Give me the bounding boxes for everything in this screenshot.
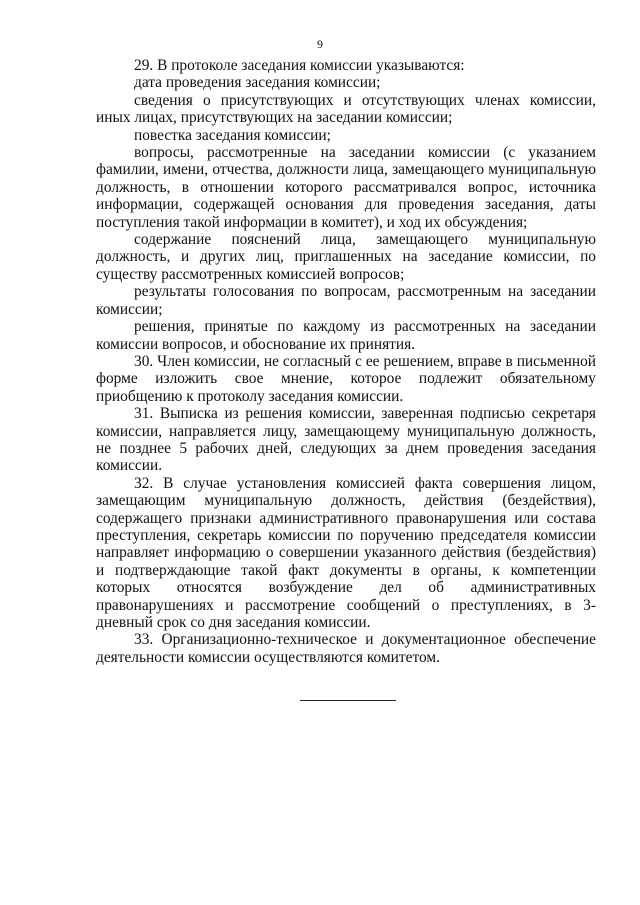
paragraph-29-attendance: сведения о присутствующих и отсутствующих членах комиссии, иных лицах, присутствующих на заседании комиссии;	[96, 91, 596, 127]
paragraph-31: 31. Выписка из решения комиссии, заверенная подписью секретаря комиссии, направляется лицу, замещающему муниципальную должность, не позднее 5 рабочих дней, следующих за днем проведения заседания комиссии.	[96, 405, 596, 475]
paragraph-29-voting: результаты голосования по вопросам, рассмотренным на заседании комиссии;	[96, 283, 596, 318]
document-body	[96, 57, 596, 666]
paragraph-29-explanations: содержание пояснений лица, замещающего муниципальную должность, и других лиц, приглашенных на заседание комиссии, по существу рассмотренных комиссией вопросов;	[96, 231, 596, 283]
paragraph-32: 32. В случае установления комиссией факта совершения лицом, замещающим муниципальную должность, действия (бездействия), содержащего признаки административного правонарушения или состава преступления, секретарь комиссии по поручению председателя комиссии направляет информацию о совершении указанного действия (бездействия) и подтверждающие такой факт документы в органы, к компетенции которых относятся возбуждение дел об административных правонарушениях и рассмотрение сообщений о преступлениях, в 3-дневный срок со дня заседания комиссии.	[96, 474, 596, 631]
paragraph-29-decisions: решения, принятые по каждому из рассмотренных на заседании комиссии вопросов, и обоснование их принятия.	[96, 318, 596, 353]
paragraph-29-agenda: повестка заседания комиссии;	[134, 126, 331, 144]
paragraph-29-intro: 29. В протоколе заседания комиссии указываются:	[134, 57, 465, 74]
page-number: 9	[317, 37, 323, 51]
end-separator-line	[300, 700, 396, 701]
paragraph-29-date: дата проведения заседания комиссии;	[134, 74, 381, 92]
paragraph-29-questions: вопросы, рассмотренные на заседании комиссии (с указанием фамилии, имени, отчества, должности лица, замещающего муниципальную должность, в отношении которого рассматривался вопрос, источника информации, содержащей основания для проведения заседания, даты поступления такой информации в комитет), и ход их обсуждения;	[96, 144, 596, 231]
paragraph-33: 33. Организационно-техническое и документационное обеспечение деятельности комиссии осуществляются комитетом.	[96, 631, 596, 666]
paragraph-30: 30. Член комиссии, не согласный с ее решением, вправе в письменной форме изложить свое мнение, которое подлежит обязательному приобщению к протоколу заседания комиссии.	[96, 352, 596, 405]
